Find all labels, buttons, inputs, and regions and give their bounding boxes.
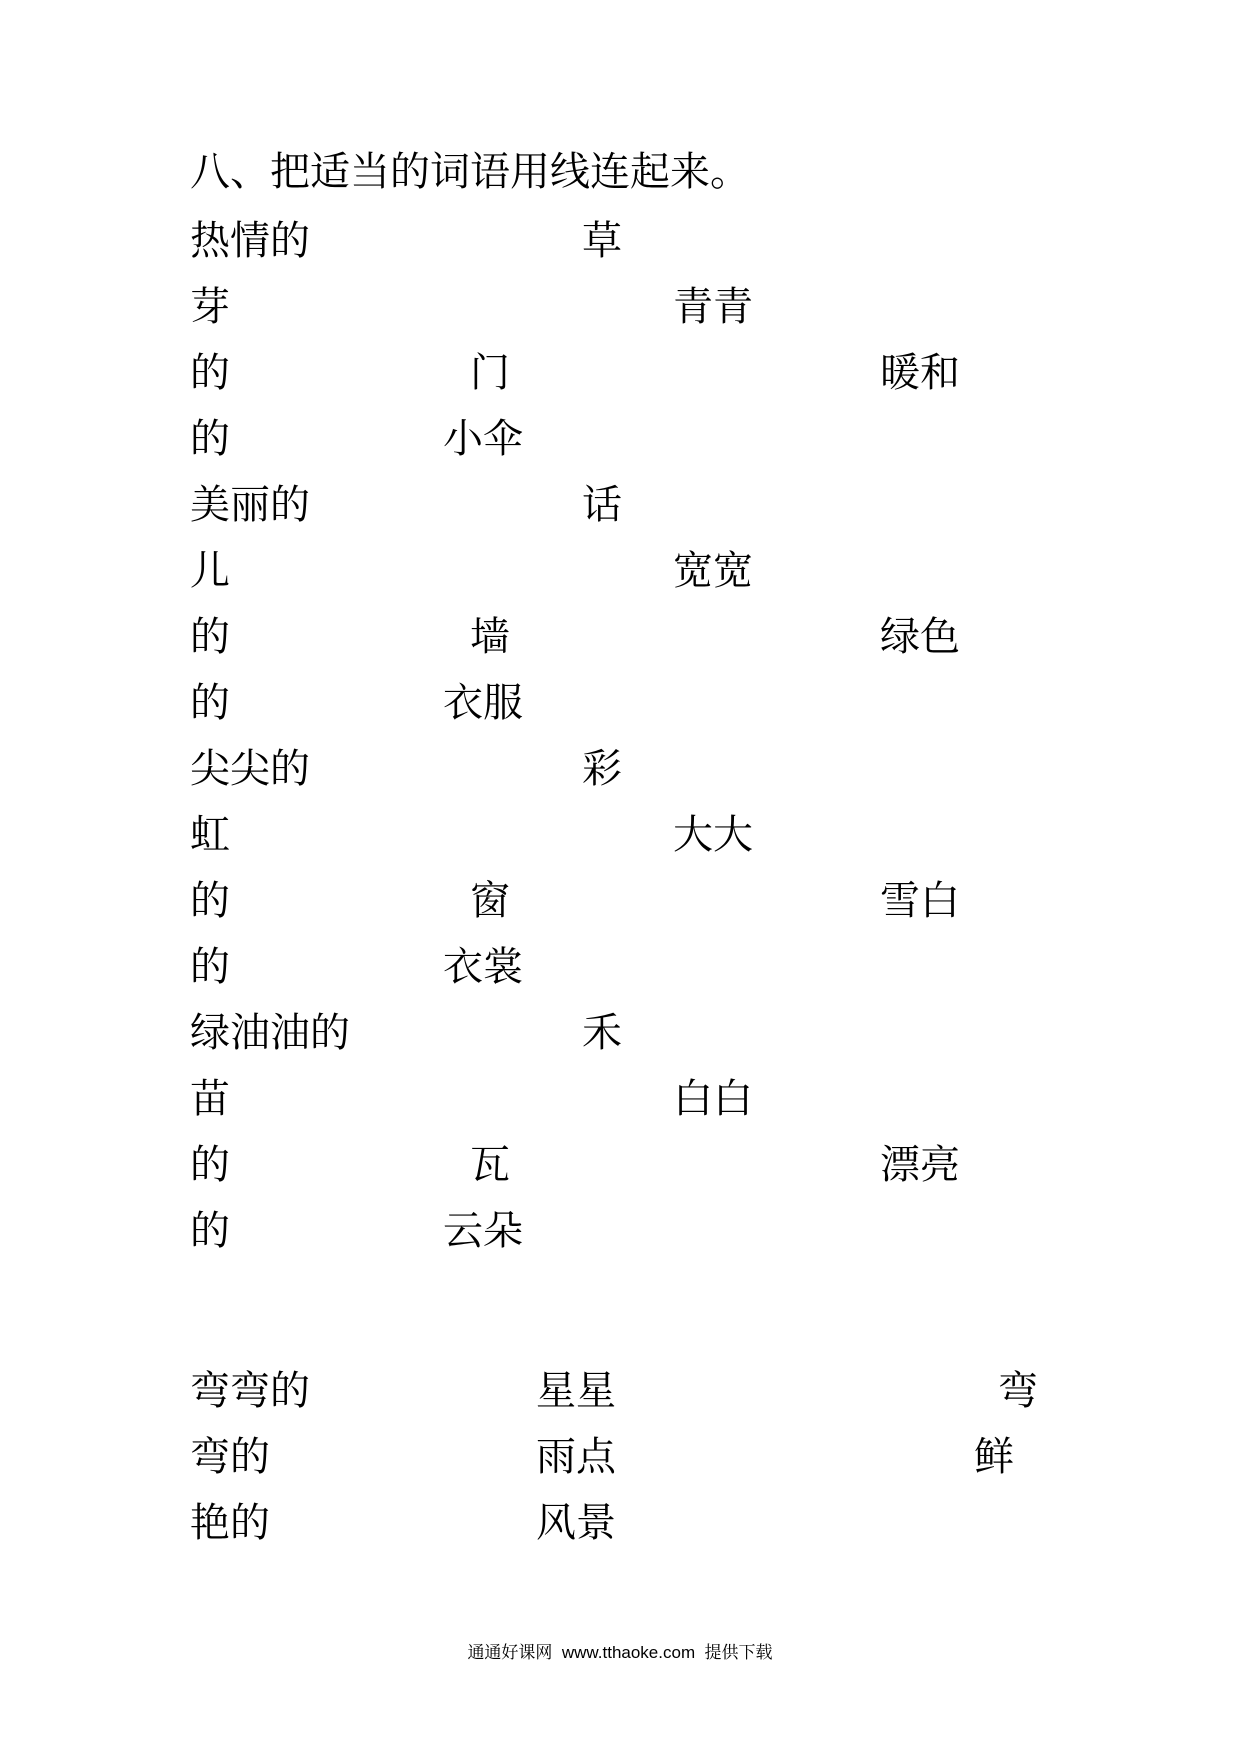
row-text: 草 bbox=[582, 218, 622, 264]
exercise-row bbox=[0, 416, 1240, 469]
row-text: 美丽的 bbox=[190, 482, 310, 528]
row-text: 虹 bbox=[190, 812, 230, 858]
exercise-row bbox=[0, 548, 1240, 601]
row-text: 芽 bbox=[190, 284, 230, 330]
footer-credit: 通通好课网 www.tthaoke.com 提供下载 bbox=[467, 1643, 773, 1662]
exercise-row bbox=[0, 284, 1240, 337]
row-text: 苗 bbox=[190, 1076, 230, 1122]
row-text: 瓦 bbox=[470, 1142, 510, 1188]
exercise-row bbox=[0, 878, 1240, 931]
row-text: 热情的 bbox=[190, 218, 310, 264]
row-text: 的 bbox=[190, 680, 230, 726]
exercise-row bbox=[0, 1010, 1240, 1063]
row-text: 的 bbox=[190, 1208, 230, 1254]
row-text: 弯的 bbox=[190, 1434, 270, 1480]
exercise-row bbox=[0, 1076, 1240, 1129]
row-text: 弯弯的 bbox=[190, 1368, 310, 1414]
row-text: 的 bbox=[190, 1142, 230, 1188]
row-text: 衣服 bbox=[443, 680, 523, 726]
row-text: 小伞 bbox=[443, 416, 523, 462]
row-text: 风景 bbox=[536, 1500, 616, 1546]
exercise-row bbox=[0, 680, 1240, 733]
row-text: 星星 bbox=[536, 1368, 616, 1414]
row-text: 绿油油的 bbox=[190, 1010, 350, 1056]
exercise-row bbox=[0, 746, 1240, 799]
exercise-title: 八、把适当的词语用线连起来。 bbox=[190, 149, 750, 195]
row-text: 儿 bbox=[190, 548, 230, 594]
row-text: 的 bbox=[190, 614, 230, 660]
row-text: 门 bbox=[470, 350, 510, 396]
row-text: 雨点 bbox=[536, 1434, 616, 1480]
exercise-row bbox=[0, 614, 1240, 667]
row-text: 大大 bbox=[673, 812, 753, 858]
row-text: 衣裳 bbox=[443, 944, 523, 990]
row-text: 尖尖的 bbox=[190, 746, 310, 792]
row-text: 话 bbox=[582, 482, 622, 528]
row-text: 艳的 bbox=[190, 1500, 270, 1546]
row-text: 的 bbox=[190, 416, 230, 462]
exercise-row bbox=[0, 944, 1240, 997]
row-text: 鲜 bbox=[974, 1434, 1014, 1480]
row-text: 的 bbox=[190, 878, 230, 924]
exercise-row bbox=[0, 218, 1240, 271]
exercise-row bbox=[0, 482, 1240, 535]
row-text: 漂亮 bbox=[880, 1142, 960, 1188]
row-text: 彩 bbox=[582, 746, 622, 792]
row-text: 的 bbox=[190, 350, 230, 396]
row-text: 白白 bbox=[673, 1076, 753, 1122]
row-text: 窗 bbox=[470, 878, 510, 924]
exercise-row bbox=[0, 350, 1240, 403]
row-text: 青青 bbox=[673, 284, 753, 330]
row-text: 墙 bbox=[470, 614, 510, 660]
exercise-row bbox=[0, 1368, 1240, 1421]
row-text: 弯 bbox=[998, 1368, 1038, 1414]
row-text: 的 bbox=[190, 944, 230, 990]
exercise-row bbox=[0, 812, 1240, 865]
row-text: 绿色 bbox=[880, 614, 960, 660]
exercise-row bbox=[0, 1142, 1240, 1195]
exercise-row bbox=[0, 1500, 1240, 1553]
row-text: 云朵 bbox=[443, 1208, 523, 1254]
row-text: 禾 bbox=[582, 1010, 622, 1056]
exercise-row bbox=[0, 1434, 1240, 1487]
row-text: 宽宽 bbox=[673, 548, 753, 594]
exercise-row bbox=[0, 1208, 1240, 1261]
row-text: 雪白 bbox=[880, 878, 960, 924]
row-text: 暖和 bbox=[880, 350, 960, 396]
